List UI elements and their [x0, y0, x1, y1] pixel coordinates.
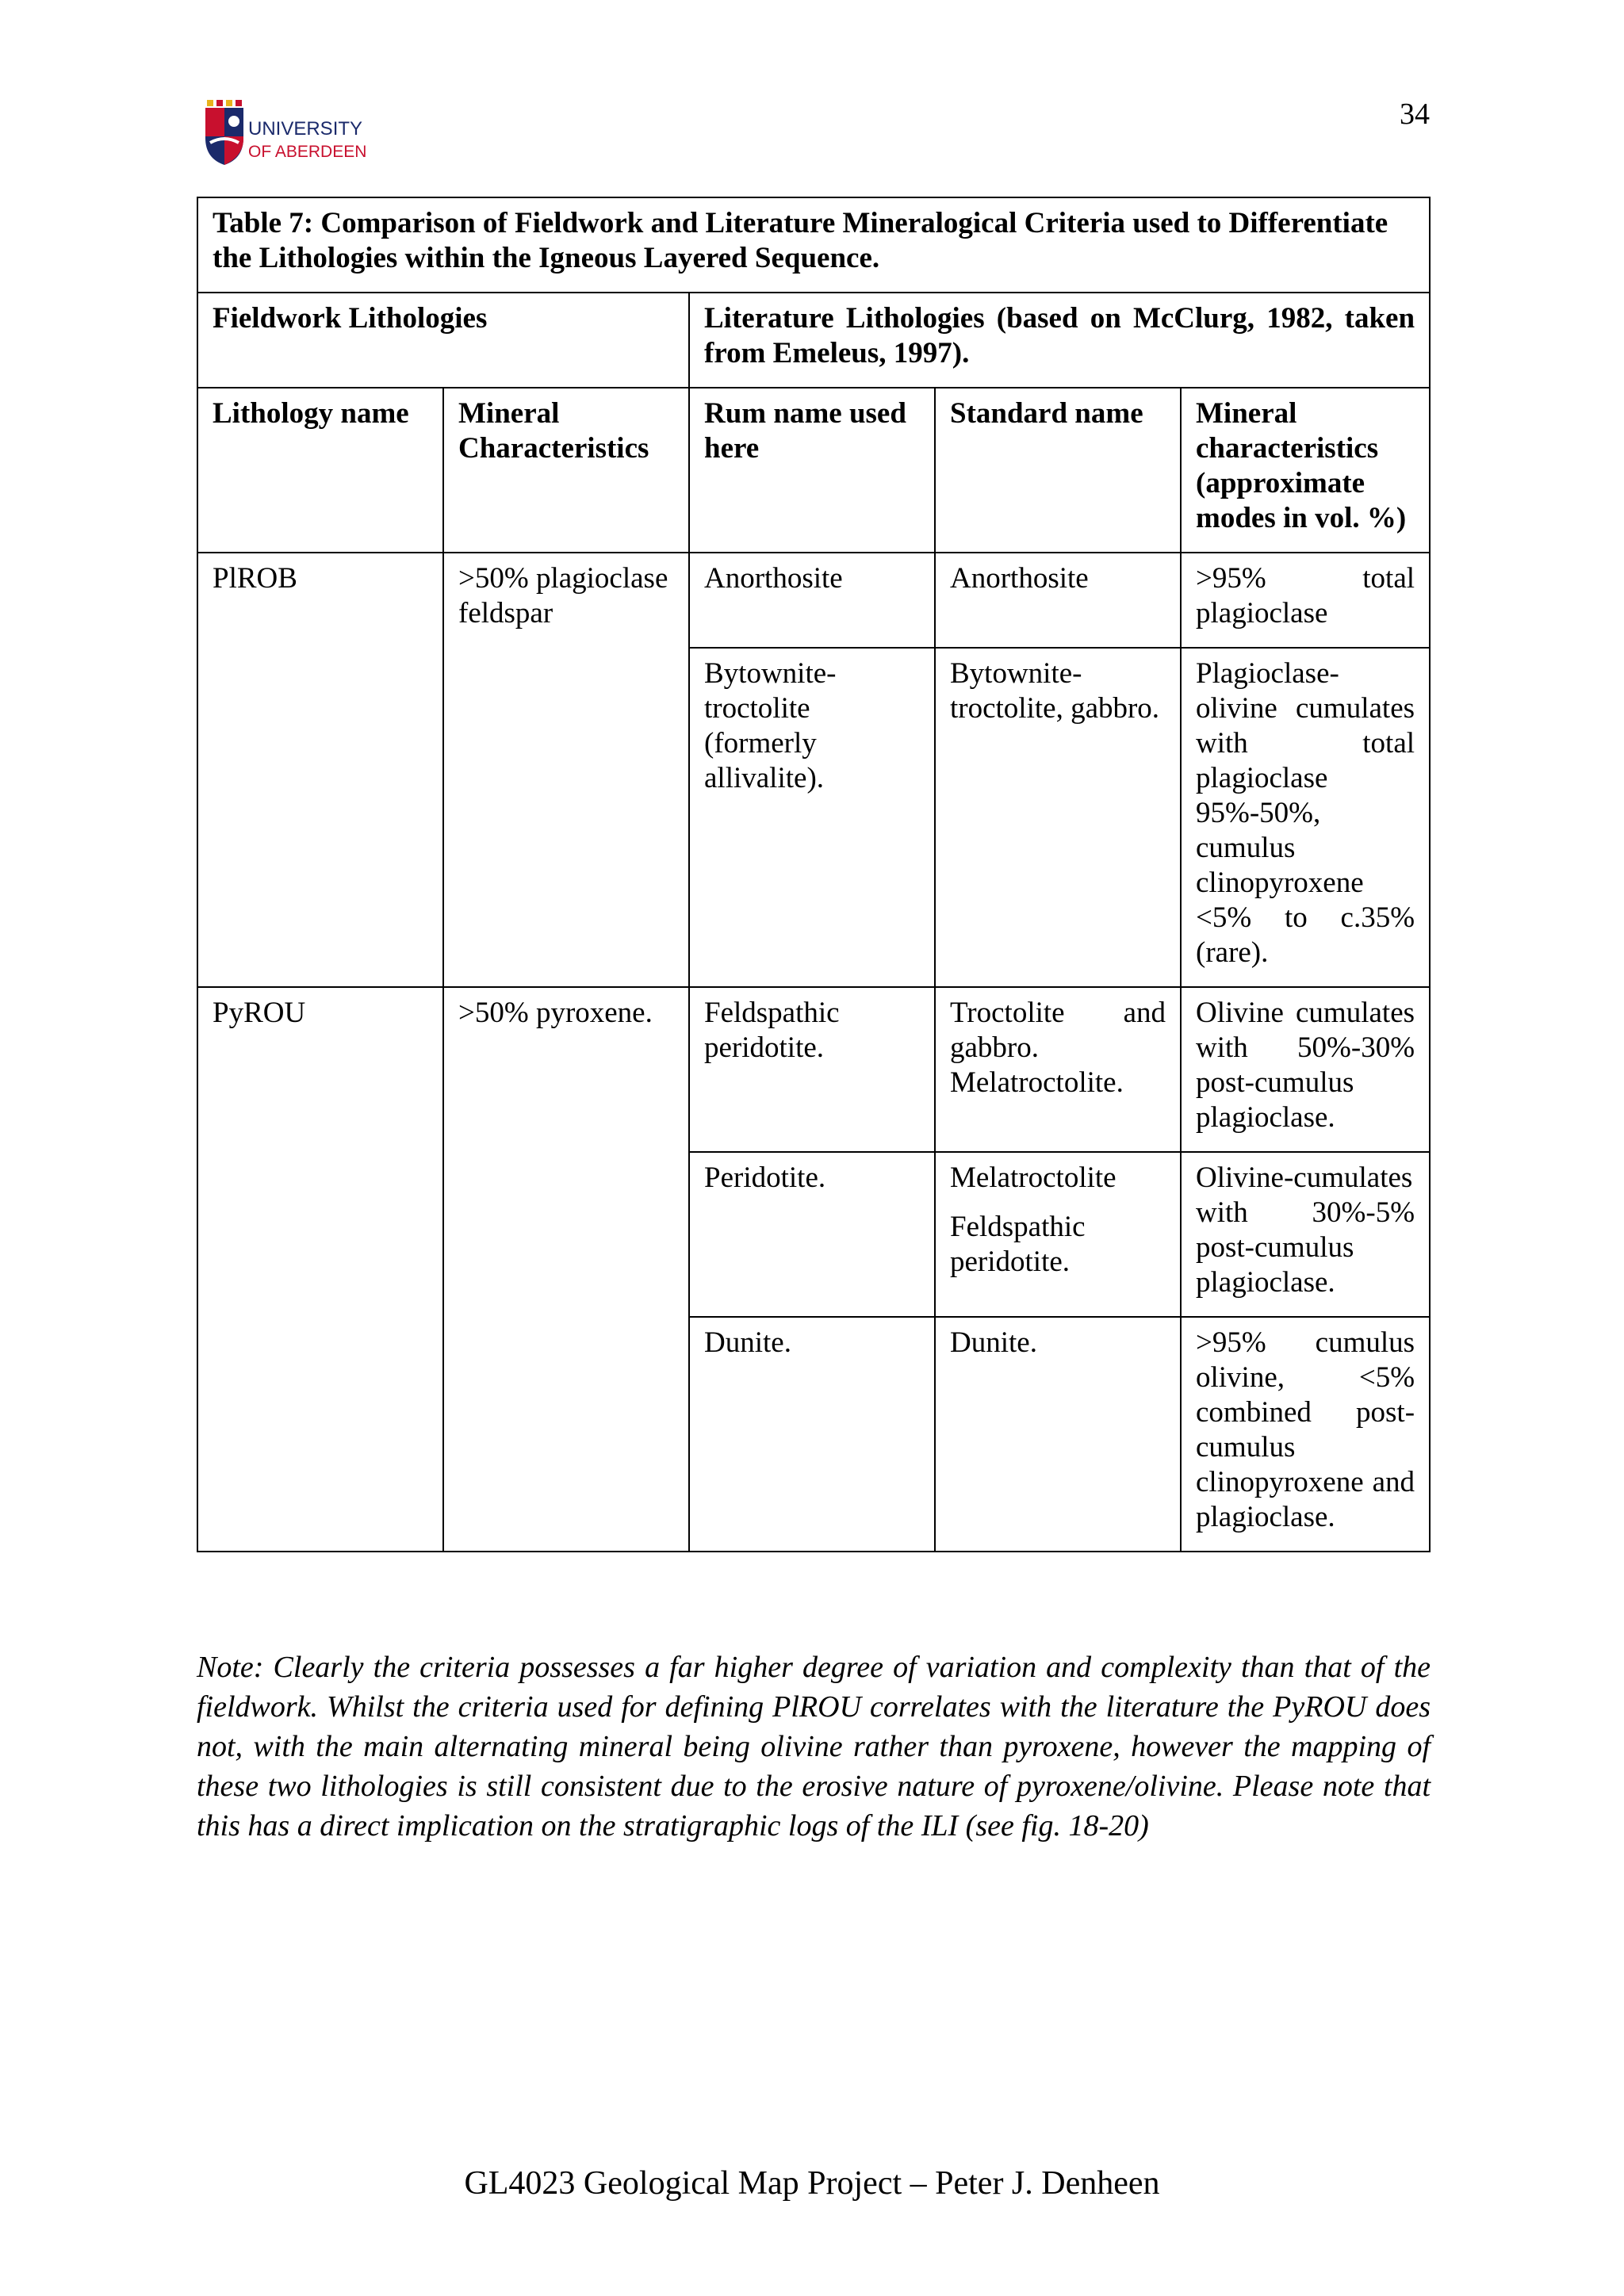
standard-name-text: Melatroctolite: [950, 1161, 1116, 1194]
logo-text-bottom: OF ABERDEEN: [248, 143, 367, 161]
standard-name-cell: Troctolite and gabbro. Melatroctolite.: [935, 987, 1181, 1152]
university-logo: [202, 95, 393, 166]
rum-name-cell: Bytownite-troctolite (formerly allivalite).: [689, 648, 935, 987]
table-row: [197, 553, 1430, 648]
column-header: Standard name: [935, 388, 1181, 553]
rum-name-cell: Anorthosite: [689, 553, 935, 648]
page-footer: GL4023 Geological Map Project – Peter J. Denheen: [464, 2165, 1160, 2202]
table-note: Note: Clearly the criteria possesses a far higher degree of variation and complexity than that of the fieldwork. Whilst the criteria used for defining PlROU correlates with the literature the PyROU does not, with the main alternating mineral being olivine rather than pyroxene, however the mapping of these two lithologies is still consistent due to the erosive nature of pyroxene/olivine. Please note that this has a direct implication on the stratigraphic logs of the ILI (see fig. 18-20): [197, 1651, 1431, 1843]
crest-icon: [205, 100, 243, 165]
fieldwork-group-header: Fieldwork Lithologies: [197, 293, 689, 388]
logo-text-top: UNIVERSITY: [248, 118, 363, 140]
column-header: Rum name used here: [689, 388, 935, 553]
literature-group-header: Literature Lithologies (based on McClurg, 1982, taken from Emeleus, 1997).: [689, 293, 1430, 388]
standard-name-cell: [935, 1152, 1181, 1317]
rum-name-cell: Peridotite.: [689, 1152, 935, 1317]
rum-name-cell: Feldspathic peridotite.: [689, 987, 935, 1152]
standard-name-cell: Bytownite-troctolite, gabbro.: [935, 648, 1181, 987]
page-number: 34: [1400, 98, 1430, 131]
lithology-name-cell: PlROB: [197, 553, 443, 987]
mineral-characteristics-cell: >50% pyroxene.: [443, 987, 689, 1552]
modes-cell: >95% total plagioclase: [1181, 553, 1430, 648]
standard-name-cell: Anorthosite: [935, 553, 1181, 648]
group-header-row: [197, 293, 1430, 388]
standard-name-cell: Dunite.: [935, 1317, 1181, 1552]
column-header: Lithology name: [197, 388, 443, 553]
lithology-name-cell: PyROU: [197, 987, 443, 1552]
modes-cell: Olivine cumulates with 50%-30% post-cumulus plagioclase.: [1181, 987, 1430, 1152]
column-header-row: [197, 388, 1430, 553]
column-header: Mineral Characteristics: [443, 388, 689, 553]
modes-cell: >95% cumulus olivine, <5% combined post-cumulus clinopyroxene and plagioclase.: [1181, 1317, 1430, 1552]
lithology-comparison-table: [197, 197, 1431, 1552]
mineral-characteristics-cell: >50% plagioclase feldspar: [443, 553, 689, 987]
column-header: Mineral characteristics (approximate modes in vol. %): [1181, 388, 1430, 553]
rum-name-cell: Dunite.: [689, 1317, 935, 1552]
modes-cell: Plagioclase-olivine cumulates with total plagioclase 95%-50%, cumulus clinopyroxene <5% to c.35% (rare).: [1181, 648, 1430, 987]
modes-cell: Olivine-cumulates with 30%-5% post-cumulus plagioclase.: [1181, 1152, 1430, 1317]
table-row: [197, 987, 1430, 1152]
caption-row: [197, 197, 1430, 293]
standard-name-extra-text: Feldspathic peridotite.: [950, 1211, 1086, 1278]
table-caption: Table 7: Comparison of Fieldwork and Literature Mineralogical Criteria used to Differentiate the Lithologies within the Igneous Layered Sequence.: [197, 197, 1430, 293]
